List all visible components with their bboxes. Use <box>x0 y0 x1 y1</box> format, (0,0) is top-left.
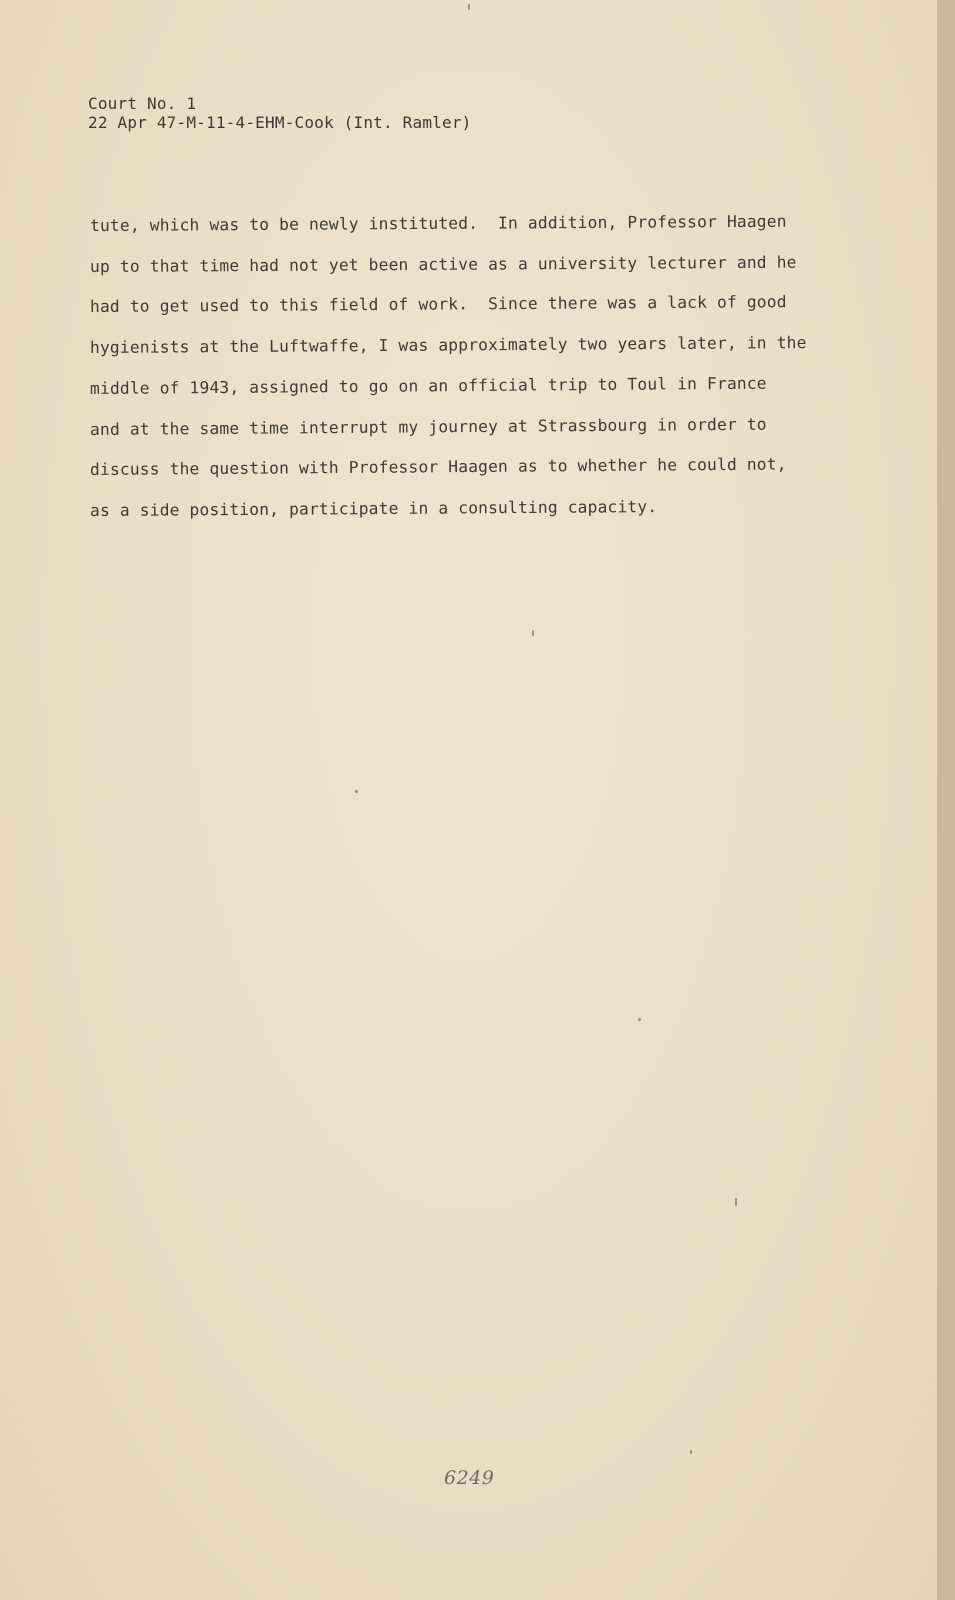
transcript-line: had to get used to this field of work. Since there was a lack of good <box>89 292 787 317</box>
paper-speck <box>638 1018 641 1021</box>
document-header <box>88 94 471 132</box>
transcript-body <box>90 206 850 532</box>
paper-speck <box>690 1450 692 1454</box>
paper-speck <box>735 1198 737 1206</box>
paper-speck <box>355 790 358 793</box>
transcript-line: tute, which was to be newly instituted. In addition, Professor Haagen <box>89 211 787 235</box>
court-number: Court No. 1 <box>88 94 197 113</box>
session-reference: 22 Apr 47-M-11-4-EHM-Cook (Int. Ramler) <box>88 113 472 132</box>
page-number: 6249 <box>444 1467 495 1489</box>
paper-speck <box>468 4 470 10</box>
transcript-line: as a side position, participate in a consulting capacity. <box>89 496 658 520</box>
transcript-line: hygienists at the Luftwaffe, I was approximately two years later, in the <box>89 333 807 358</box>
transcript-line: discuss the question with Professor Haagen as to whether he could not, <box>89 454 787 480</box>
paper-speck <box>532 630 534 636</box>
transcript-line: middle of 1943, assigned to go on an official trip to Toul in France <box>89 373 767 398</box>
transcript-line: and at the same time interrupt my journey at Strassbourg in order to <box>89 414 767 439</box>
transcript-line: up to that time had not yet been active as a university lecturer and he <box>89 252 797 276</box>
